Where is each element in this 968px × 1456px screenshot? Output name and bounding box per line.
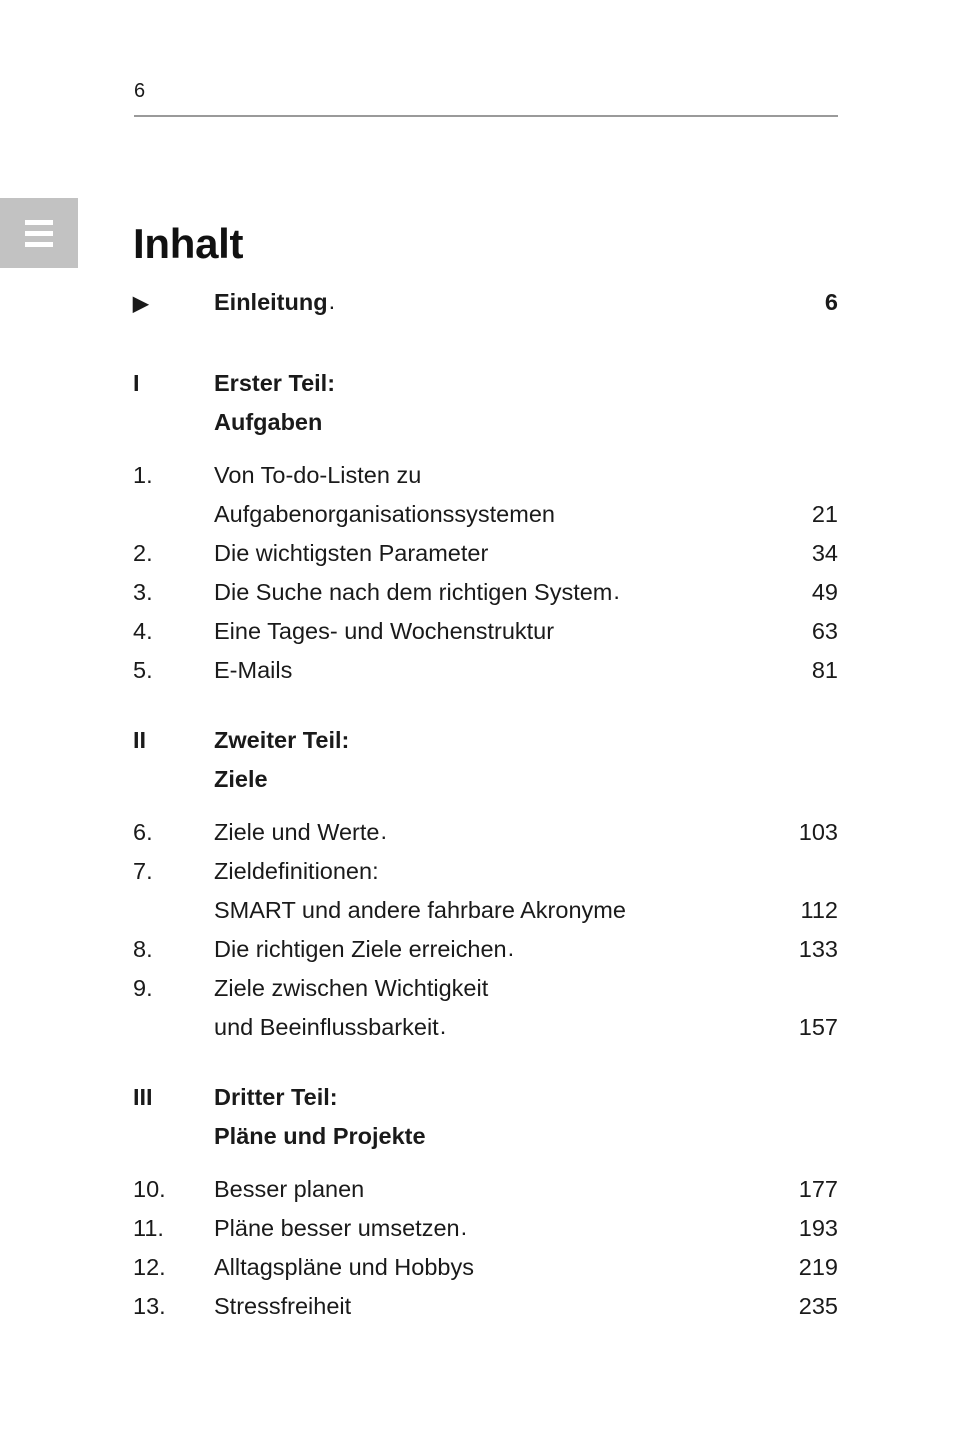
toc-chapter-page: 49	[811, 579, 838, 605]
toc-chapter-number: 11.	[133, 1215, 164, 1241]
toc-entry-page: 6	[824, 289, 838, 315]
toc-chapter-body	[214, 891, 838, 930]
toc-chapter-row[interactable]	[133, 1287, 838, 1326]
margin-tab[interactable]	[0, 198, 78, 268]
header-rule	[134, 115, 838, 117]
toc-chapter-label: Von To-do-Listen zu	[214, 462, 422, 488]
toc-chapter-body	[214, 573, 838, 612]
dot-leader: .	[380, 818, 392, 844]
page-folio-number: 6	[134, 80, 146, 102]
toc-chapter-row[interactable]	[133, 852, 838, 891]
toc-chapter-label: Die richtigen Ziele erreichen	[214, 936, 507, 962]
toc-chapter-label: Stressfreiheit	[214, 1293, 352, 1319]
toc-part-heading	[133, 1117, 838, 1156]
toc-chapter-number: 10.	[133, 1176, 166, 1202]
spacer	[133, 1047, 838, 1078]
toc-chapter-body	[214, 456, 838, 495]
toc-chapter-label: und Beeinflussbarkeit	[214, 1014, 439, 1040]
toc-chapter-row[interactable]	[133, 930, 838, 969]
toc-chapter-label: E-Mails	[214, 657, 293, 683]
dot-leader: .	[439, 1013, 451, 1039]
toc-entry-einleitung[interactable]	[133, 283, 838, 324]
hamburger-menu-icon-bar-3	[25, 242, 53, 247]
toc-chapter-row-continued[interactable]	[133, 1008, 838, 1047]
toc-part-title-line: Erster Teil:	[214, 370, 336, 396]
toc-chapter-body	[214, 1170, 838, 1209]
toc-chapter-row[interactable]	[133, 612, 838, 651]
toc-chapter-body	[214, 930, 838, 969]
toc-part-heading-body	[214, 721, 838, 760]
toc-chapter-body	[214, 612, 838, 651]
toc-chapter-label: Zieldefinitionen:	[214, 858, 379, 884]
toc-chapter-page: 133	[798, 936, 838, 962]
toc-entry-label: Einleitung	[214, 289, 328, 315]
spacer	[133, 690, 838, 721]
toc-chapter-page: 63	[811, 618, 838, 644]
toc-chapter-row-continued[interactable]	[133, 891, 838, 930]
spacer	[133, 1156, 838, 1170]
toc-chapter-row[interactable]	[133, 651, 838, 690]
toc-chapter-number: 6.	[133, 819, 153, 845]
toc-chapter-row[interactable]	[133, 1248, 838, 1287]
page-title: Inhalt	[133, 220, 244, 268]
toc-part-title-line: Zweiter Teil:	[214, 727, 350, 753]
toc-chapter-label: Ziele zwischen Wichtigkeit	[214, 975, 489, 1001]
toc-chapter-row[interactable]	[133, 456, 838, 495]
toc-chapter-body	[214, 1209, 838, 1248]
toc-part-numeral: II	[133, 727, 147, 753]
toc-part-numeral: I	[133, 370, 140, 396]
toc-chapter-body	[214, 495, 838, 534]
hamburger-menu-icon-bar-2	[25, 231, 53, 236]
toc-chapter-body	[214, 813, 838, 852]
toc-chapter-page: 81	[811, 657, 838, 683]
toc-chapter-number: 4.	[133, 618, 153, 644]
toc-chapter-body	[214, 1287, 838, 1326]
table-of-contents	[133, 283, 838, 1326]
toc-chapter-body	[214, 969, 838, 1008]
toc-chapter-page: 193	[798, 1215, 838, 1241]
toc-chapter-body	[214, 534, 838, 573]
toc-chapter-number: 8.	[133, 936, 153, 962]
toc-chapter-page: 21	[811, 501, 838, 527]
toc-chapter-row[interactable]	[133, 534, 838, 573]
toc-part-heading-body	[214, 760, 838, 799]
toc-part-heading-body	[214, 403, 838, 442]
toc-parts-host	[133, 364, 838, 1326]
spacer	[133, 799, 838, 813]
toc-part-heading	[133, 403, 838, 442]
toc-chapter-page: 219	[798, 1254, 838, 1280]
toc-chapter-row[interactable]	[133, 573, 838, 612]
toc-chapter-number: 13.	[133, 1293, 166, 1319]
toc-chapter-page: 177	[798, 1176, 838, 1202]
toc-part-heading	[133, 721, 838, 760]
dot-leader: .	[460, 1214, 472, 1240]
toc-chapter-label: Die wichtigsten Parameter	[214, 540, 489, 566]
toc-chapter-row-continued[interactable]	[133, 495, 838, 534]
toc-part-heading	[133, 1078, 838, 1117]
toc-part-title-line: Ziele	[214, 766, 268, 792]
toc-part-heading-body	[214, 364, 838, 403]
toc-chapter-label: Die Suche nach dem richtigen System	[214, 579, 613, 605]
toc-chapter-body	[214, 1008, 838, 1047]
spacer	[133, 442, 838, 456]
toc-chapter-label: Eine Tages- und Wochenstruktur	[214, 618, 555, 644]
toc-chapter-number: 5.	[133, 657, 153, 683]
toc-chapter-number: 1.	[133, 462, 153, 488]
toc-chapter-number: 12.	[133, 1254, 166, 1280]
toc-chapter-page: 235	[798, 1293, 838, 1319]
toc-chapter-body	[214, 651, 838, 690]
triangle-right-icon: ▶	[133, 293, 149, 315]
dot-leader: .	[328, 288, 340, 314]
toc-chapter-row[interactable]	[133, 1170, 838, 1209]
toc-chapter-label: Alltagspläne und Hobbys	[214, 1254, 474, 1280]
toc-chapter-body	[214, 852, 838, 891]
toc-chapter-number: 7.	[133, 858, 153, 884]
toc-part-heading-body	[214, 1078, 838, 1117]
toc-chapter-label: Pläne besser umsetzen	[214, 1215, 460, 1241]
toc-part-title-line: Pläne und Projekte	[214, 1123, 426, 1149]
toc-chapter-row[interactable]	[133, 1209, 838, 1248]
toc-chapter-page: 34	[811, 540, 838, 566]
toc-chapter-page: 103	[798, 819, 838, 845]
toc-part-heading	[133, 760, 838, 799]
toc-part-title-line: Aufgaben	[214, 409, 323, 435]
hamburger-menu-icon-bar-1	[25, 220, 53, 225]
toc-part-heading	[133, 364, 838, 403]
toc-chapter-row[interactable]	[133, 813, 838, 852]
toc-chapter-row[interactable]	[133, 969, 838, 1008]
toc-chapter-page: 157	[798, 1014, 838, 1040]
toc-chapter-label: Ziele und Werte	[214, 819, 380, 845]
toc-chapter-page: 112	[800, 897, 838, 923]
toc-part-title-line: Dritter Teil:	[214, 1084, 338, 1110]
dot-leader: .	[507, 935, 519, 961]
toc-chapter-label: Besser planen	[214, 1176, 365, 1202]
toc-chapter-body	[214, 1248, 838, 1287]
toc-chapter-number: 2.	[133, 540, 153, 566]
spacer	[133, 324, 838, 364]
toc-part-heading-body	[214, 1117, 838, 1156]
toc-chapter-label: Aufgabenorganisationssystemen	[214, 501, 555, 527]
toc-chapter-label: SMART und andere fahrbare Akronyme	[214, 897, 626, 923]
toc-chapter-number: 9.	[133, 975, 153, 1001]
toc-chapter-number: 3.	[133, 579, 153, 605]
toc-part-numeral: III	[133, 1084, 153, 1110]
dot-leader: .	[613, 578, 625, 604]
